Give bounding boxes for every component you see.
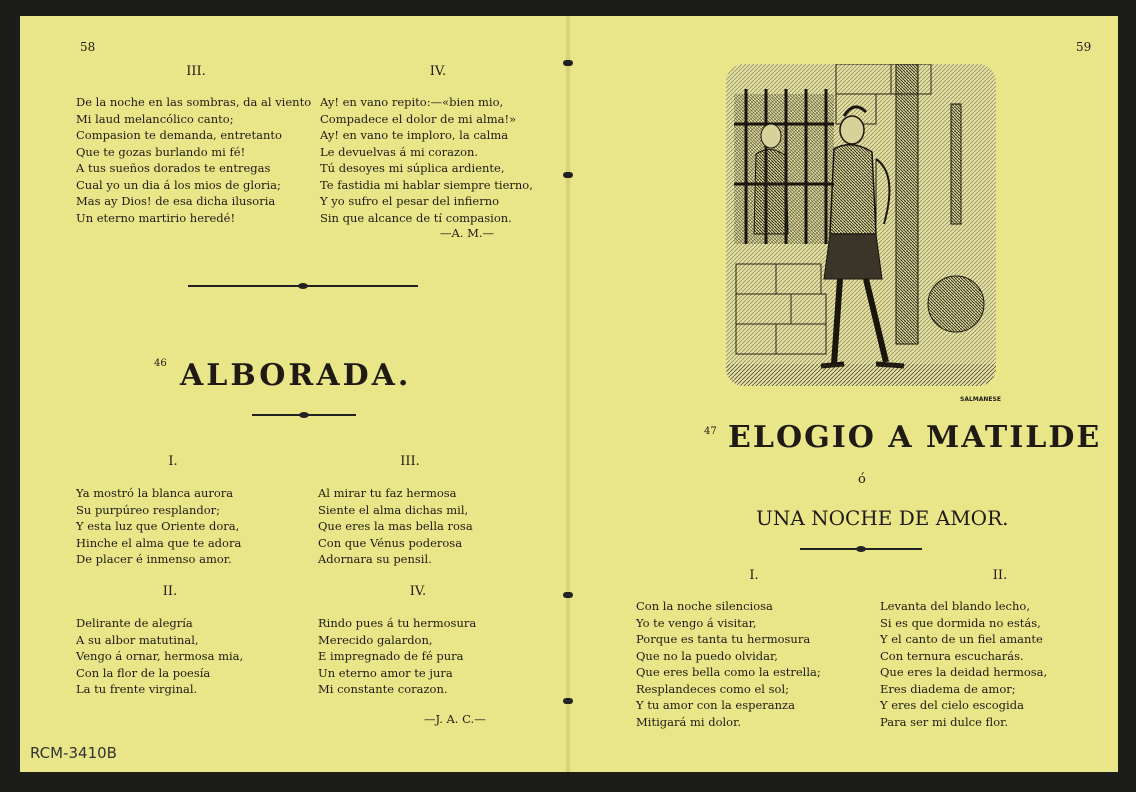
verse-line: Resplandeces como el sol; <box>636 681 790 696</box>
verse-line: Rindo pues á tu hermosura <box>318 616 477 630</box>
verse-line: Ay! en vano repito:—«bien mio, <box>320 95 504 109</box>
poem-stanza <box>636 598 821 730</box>
stanza-numeral: II. <box>992 568 1008 583</box>
binding-hole <box>563 592 573 598</box>
verse-line: Levanta del blando lecho, <box>880 599 1030 613</box>
stanza-numeral: IV. <box>429 64 447 79</box>
verse-line: Y eres del cielo escogida <box>880 698 1024 712</box>
verse-line: Vengo á ornar, hermosa mia, <box>76 649 244 663</box>
verse-line: De placer é inmenso amor. <box>76 552 232 566</box>
knight-at-window-engraving <box>726 64 996 386</box>
verse-line: Mi constante corazon. <box>318 682 448 696</box>
stanza-numeral: IV. <box>409 584 427 599</box>
verse-line: Para ser mi dulce flor. <box>880 714 1009 729</box>
verse-line: Que te gozas burlando mi fé! <box>76 144 246 159</box>
verse-line: Merecido galardon, <box>318 632 433 647</box>
verse-line: Mi laud melancólico canto; <box>76 111 234 126</box>
verse-line: La tu frente virginal. <box>76 682 198 696</box>
verse-line: Le devuelvas á mi corazon. <box>320 144 479 159</box>
song-number: 46 <box>154 358 167 369</box>
verse-line: Cual yo un dia á los mios de gloria; <box>76 177 281 192</box>
poem-stanza <box>76 485 241 568</box>
verse-line: Hinche el alma que te adora <box>76 535 242 550</box>
verse-line: Que eres la mas bella rosa <box>318 519 473 533</box>
song-title: ELOGIO A MATILDE <box>728 420 1102 455</box>
verse-line: Porque es tanta tu hermosura <box>636 632 811 646</box>
song-number: 47 <box>704 426 717 437</box>
binding-hole <box>563 172 573 178</box>
verse-line: A su albor matutinal, <box>76 632 199 647</box>
ornament <box>299 412 309 418</box>
verse-line: Eres diadema de amor; <box>880 681 1016 696</box>
verse-line: Mas ay Dios! de esa dicha ilusoria <box>76 194 276 208</box>
verse-line: De la noche en las sombras, da al viento <box>76 95 312 109</box>
verse-line: Tú desoyes mi súplica ardiente, <box>320 161 505 175</box>
page-number-left: 58 <box>80 40 96 54</box>
verse-line: Adornara su pensil. <box>318 552 432 566</box>
stanza-numeral: I. <box>749 568 759 583</box>
verse-line: Te fastidia mi hablar siempre tierno, <box>320 177 533 192</box>
verse-line: Yo te vengo á visitar, <box>636 615 757 630</box>
verse-line: Delirante de alegría <box>76 616 193 630</box>
verse-line: Ay! en vano te imploro, la calma <box>320 128 509 142</box>
verse-line: Y el canto de un fiel amante <box>880 632 1043 646</box>
verse-line: Y esta luz que Oriente dora, <box>76 519 240 533</box>
ornament <box>298 283 308 289</box>
verse-line: Su purpúreo resplandor; <box>76 502 221 517</box>
poem-stanza <box>318 485 473 568</box>
verse-line: A tus sueños dorados te entregas <box>76 161 271 175</box>
title-connector: ó <box>858 472 866 487</box>
verse-line: Un eterno martirio heredé! <box>76 210 236 225</box>
verse-line: Que eres la deidad hermosa, <box>880 665 1048 679</box>
poem-column <box>320 94 533 226</box>
signature: —J. A. C.— <box>424 712 486 726</box>
engraving-illustration <box>726 64 996 386</box>
page-number-right: 59 <box>1076 40 1092 54</box>
binding-hole <box>563 698 573 704</box>
poem-stanza <box>76 615 243 698</box>
verse-line: Con la noche silenciosa <box>636 599 773 613</box>
verse-line: Que no la puedo olvidar, <box>636 648 778 663</box>
verse-line: Siente el alma dichas mil, <box>318 502 469 517</box>
signature: —A. M.— <box>440 226 495 240</box>
center-fold <box>566 16 570 772</box>
verse-line: Ya mostró la blanca aurora <box>76 486 234 500</box>
stanza-numeral: I. <box>168 454 178 469</box>
poem-column <box>76 94 311 226</box>
song-subtitle: UNA NOCHE DE AMOR. <box>756 506 1009 530</box>
ornament <box>856 546 866 552</box>
verse-line: Si es que dormida no estás, <box>880 615 1041 630</box>
archive-stamp: RCM-3410B <box>30 744 117 762</box>
verse-line: Con que Vénus poderosa <box>318 535 463 550</box>
stanza-numeral: II. <box>162 584 178 599</box>
verse-line: Al mirar tu faz hermosa <box>318 486 457 500</box>
verse-line: Sin que alcance de tí compasion. <box>320 210 512 225</box>
verse-line: Compasion te demanda, entretanto <box>76 128 282 142</box>
verse-line: Compadece el dolor de mi alma!» <box>320 111 517 126</box>
stanza-numeral: III. <box>186 64 206 79</box>
verse-line: Y yo sufro el pesar del infierno <box>320 194 500 208</box>
verse-line: Con la flor de la poesía <box>76 665 211 680</box>
verse-line: Y tu amor con la esperanza <box>636 698 795 712</box>
verse-line: Un eterno amor te jura <box>318 665 453 680</box>
poem-stanza <box>318 615 476 698</box>
poem-stanza <box>880 598 1047 730</box>
song-title: ALBORADA. <box>180 358 412 393</box>
binding-hole <box>563 60 573 66</box>
verse-line: E impregnado de fé pura <box>318 649 464 663</box>
engraver-credit: SALMANESE <box>960 396 1001 403</box>
verse-line: Que eres bella como la estrella; <box>636 665 821 679</box>
verse-line: Con ternura escucharás. <box>880 648 1024 663</box>
verse-line: Mitigará mi dolor. <box>636 714 741 729</box>
stanza-numeral: III. <box>400 454 420 469</box>
